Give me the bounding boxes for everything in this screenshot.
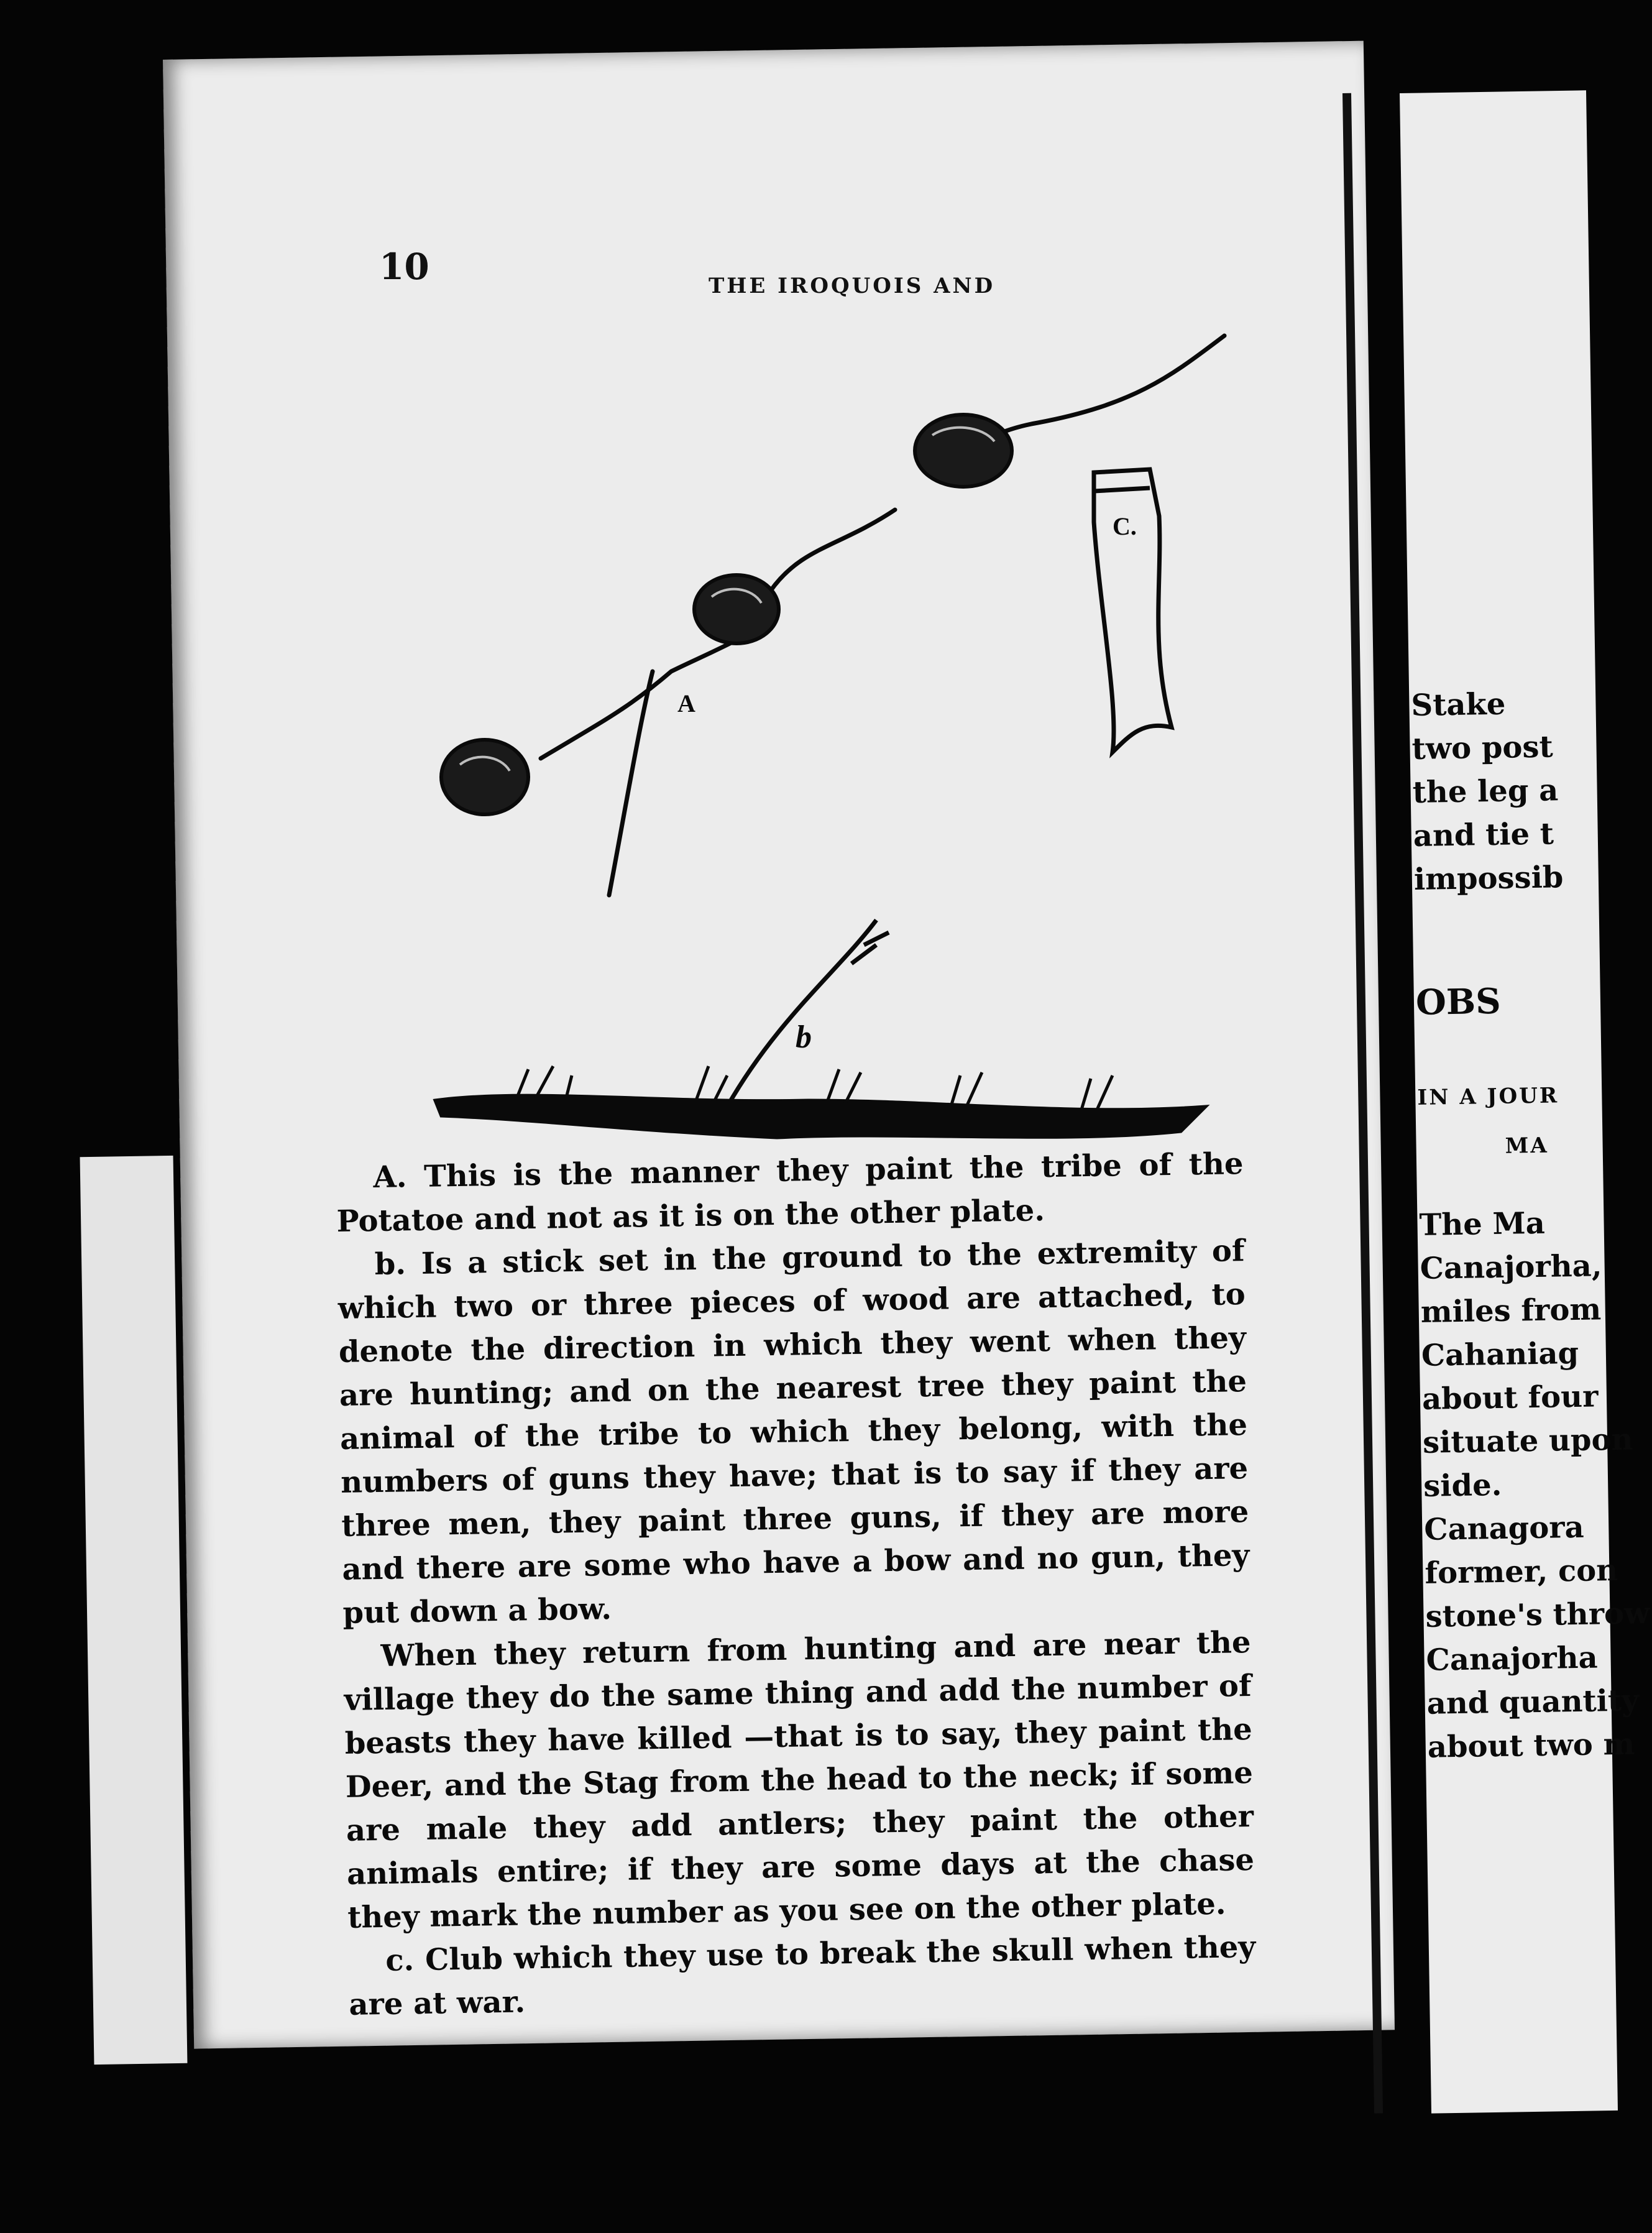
right-line: Canagora — [1423, 1509, 1585, 1547]
right-line: two post — [1411, 729, 1554, 767]
paragraph-b: b. Is a stick set in the ground to the extremity of which two or three pieces of wood are attached, to denote the direction in which they went when they are hunting; and on the nearest tree they paint the animal of the tribe to which they belong, with the numbers of guns they have; that is to say if they are three men, they paint three guns, if they are more and there are some who have a bow and no gun, they put down a bow. — [337, 1233, 1250, 1631]
paragraph-a: A. This is the manner they paint the tribe of the Potatoe and not as it is on the other plate. — [336, 1146, 1244, 1239]
page-number: 10 — [379, 246, 429, 288]
right-line: the leg a — [1412, 773, 1559, 810]
right-subheading: MA — [1505, 1133, 1549, 1159]
right-line: The Ma — [1419, 1205, 1546, 1243]
figure-label-b: b — [796, 1020, 812, 1055]
right-line: and quantity — [1426, 1683, 1640, 1721]
right-line: impossib — [1413, 860, 1564, 897]
right-line: Canajorha, — [1420, 1248, 1602, 1286]
right-line: stone's throw — [1425, 1596, 1650, 1634]
right-line: Stake — [1411, 686, 1506, 723]
paragraph-c: c. Club which they use to break the skull when they are at war. — [349, 1929, 1256, 2022]
potatoe-shapes — [441, 415, 1012, 814]
right-subheading: IN A JOUR — [1417, 1083, 1559, 1110]
right-line: miles from — [1420, 1292, 1602, 1330]
page-edge-strip — [80, 1156, 188, 2065]
paragraph-return: When they return from hunting and are near the village they do the same thing and add the number of beasts they have killed —that is to say, they paint the Deer, and the Stag from the head to the neck; if some are male they add antlers; they paint the other animals entire; if they are some days at the chase they mark the number as you see on the other plate. — [344, 1624, 1255, 1935]
potatoe-tribe-drawing — [541, 336, 1224, 895]
running-head: THE IROQUOIS AND — [709, 274, 996, 298]
left-page-body — [336, 1142, 1257, 2027]
right-heading: OBS — [1415, 980, 1502, 1023]
right-line: Cahaniag — [1421, 1335, 1579, 1373]
hunting-stick-b — [727, 920, 889, 1107]
right-page-text — [1411, 681, 1650, 1769]
right-line: about four — [1421, 1379, 1599, 1417]
right-line: Canajorha — [1426, 1640, 1599, 1678]
figure-label-c: C. — [1113, 512, 1137, 540]
ground-strip — [435, 1066, 1206, 1138]
pictograph-figure — [404, 323, 1262, 1156]
right-line: situate upon — [1422, 1422, 1633, 1460]
right-line: about two m — [1427, 1726, 1635, 1765]
right-line: and tie t — [1413, 816, 1554, 854]
figure-label-a: A — [677, 689, 695, 717]
right-line: former, con — [1425, 1552, 1618, 1591]
right-line: side. — [1423, 1467, 1502, 1504]
